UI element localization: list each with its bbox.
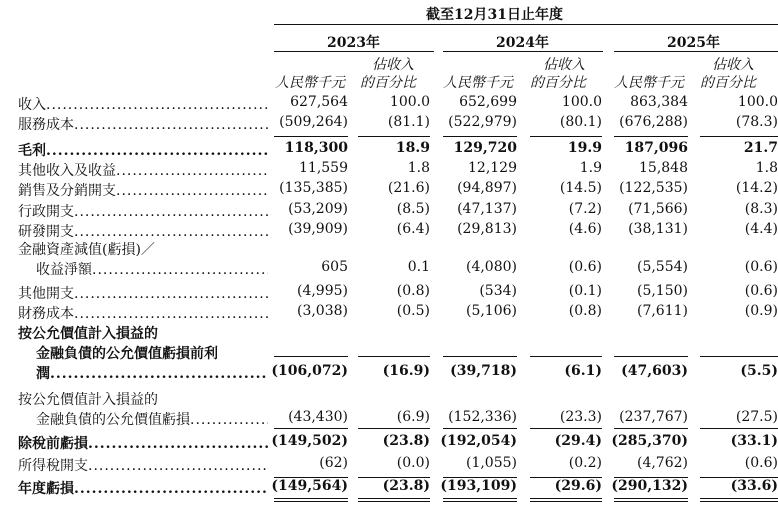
amount-cell: (39,909)	[288, 221, 348, 237]
amount-cell: (534)	[479, 283, 517, 299]
rule	[530, 428, 602, 429]
percent-cell: 18.9	[395, 140, 430, 156]
row-label-text: 毛利	[18, 143, 46, 159]
amount-cell: 129,720	[453, 140, 517, 156]
amount-cell: (149,502)	[271, 433, 348, 449]
rule	[700, 136, 778, 137]
amount-cell: (522,979)	[448, 114, 517, 130]
row-label	[18, 455, 268, 475]
amount-cell: 187,096	[624, 140, 688, 156]
rule	[530, 498, 602, 499]
row-label	[36, 409, 268, 429]
leader-dots	[116, 183, 268, 199]
row-label	[18, 201, 268, 221]
year-2024-underline	[443, 51, 603, 52]
rule	[443, 356, 517, 357]
row-label	[18, 140, 268, 160]
percent-cell: (0.9)	[744, 303, 778, 319]
row-label	[18, 303, 268, 323]
percent-cell: (23.8)	[382, 433, 430, 449]
row-label	[18, 433, 268, 453]
leader-dots	[74, 286, 268, 302]
percent-cell: (33.1)	[730, 433, 778, 449]
amount-cell: (5,150)	[636, 283, 688, 299]
amount-cell: 863,384	[630, 94, 688, 110]
rule	[700, 498, 778, 499]
rule	[614, 498, 688, 499]
row-label-text: 金融負債的公允價值虧損	[36, 412, 190, 428]
leader-dots	[74, 117, 268, 133]
amount-cell: 605	[321, 259, 348, 275]
rule	[443, 428, 517, 429]
percent-cell: (81.1)	[387, 114, 430, 130]
rule	[614, 428, 688, 429]
rule	[358, 501, 430, 502]
percent-cell: (23.3)	[559, 409, 602, 425]
row-label-text: 其他開支	[18, 286, 74, 302]
row-label-text: 銷售及分銷開支	[18, 183, 116, 199]
rule	[614, 501, 688, 502]
percent-cell: (0.6)	[744, 455, 778, 471]
percent-cell: (0.1)	[568, 283, 602, 299]
amount-cell: (122,535)	[619, 180, 688, 196]
rule	[530, 477, 602, 478]
leader-dots	[92, 262, 268, 278]
row-label-text: 收益淨額	[36, 262, 92, 278]
period-underline	[274, 24, 778, 25]
rule	[614, 356, 688, 357]
percent-cell: (0.6)	[744, 283, 778, 299]
row-label-text: 服務成本	[18, 117, 74, 133]
row-label	[18, 389, 268, 409]
amount-cell: 15,848	[639, 160, 688, 176]
amount-cell: (47,137)	[457, 201, 517, 217]
percent-cell: 1.8	[407, 160, 430, 176]
year-2025-underline	[614, 51, 778, 52]
rule	[358, 428, 430, 429]
rule	[274, 136, 348, 137]
amount-cell: (285,370)	[611, 433, 688, 449]
row-label	[36, 363, 268, 383]
percent-cell: (33.6)	[730, 478, 778, 494]
row-label	[36, 343, 268, 363]
amount-cell: (290,132)	[611, 478, 688, 494]
row-label-text: 金融負債的公允價值虧損前利	[36, 346, 218, 362]
pct-header-2023-l1: 佔收入	[372, 57, 414, 73]
amount-cell: (53,209)	[288, 201, 348, 217]
row-label	[18, 94, 268, 114]
percent-cell: (6.1)	[564, 363, 602, 379]
percent-cell: (5.5)	[740, 363, 778, 379]
pct-header-2024-l2: 的百分比	[530, 75, 586, 91]
pct-header-2024-l1: 佔收入	[543, 57, 585, 73]
row-label	[18, 283, 268, 303]
leader-dots	[190, 412, 268, 428]
row-label-text: 金融資產減值(虧損)／	[18, 242, 155, 258]
row-label-text: 收入	[18, 97, 46, 113]
percent-cell: 1.8	[755, 160, 778, 176]
amount-header-2025: 人民幣千元	[614, 75, 684, 91]
rule	[358, 356, 430, 357]
row-label-text: 除稅前虧損	[18, 436, 88, 452]
row-label	[18, 478, 268, 498]
rule	[358, 136, 430, 137]
amount-cell: (135,385)	[279, 180, 348, 196]
leader-dots	[46, 143, 268, 159]
row-label-text: 潤	[36, 366, 50, 382]
rule	[614, 477, 688, 478]
year-2024: 2024年	[496, 35, 549, 51]
rule	[614, 136, 688, 137]
leader-dots	[88, 436, 268, 452]
rule	[443, 136, 517, 137]
percent-cell: (23.8)	[382, 478, 430, 494]
rule	[700, 428, 778, 429]
row-label-text: 行政開支	[18, 204, 74, 220]
amount-cell: (1,055)	[465, 455, 517, 471]
percent-cell: (29.6)	[554, 478, 602, 494]
amount-cell: 652,699	[459, 94, 517, 110]
percent-cell: (0.8)	[568, 303, 602, 319]
leader-dots	[50, 366, 268, 382]
row-label	[18, 180, 268, 200]
amount-cell: (71,566)	[628, 201, 688, 217]
percent-cell: 1.9	[579, 160, 602, 176]
rule	[700, 501, 778, 502]
amount-cell: (3,038)	[296, 303, 348, 319]
amount-cell: 12,129	[468, 160, 517, 176]
row-label-text: 按公允價值計入損益的	[18, 326, 158, 342]
percent-cell: (78.3)	[735, 114, 778, 130]
rule	[274, 356, 348, 357]
pct-header-2023-l2: 的百分比	[360, 75, 416, 91]
amount-header-2023: 人民幣千元	[275, 75, 345, 91]
row-label-text: 研發開支	[18, 224, 74, 240]
row-label-text: 財務成本	[18, 306, 74, 322]
amount-cell: (39,718)	[450, 363, 517, 379]
percent-cell: (80.1)	[559, 114, 602, 130]
leader-dots	[74, 481, 268, 497]
row-label	[18, 221, 268, 241]
percent-cell: (0.8)	[396, 283, 430, 299]
row-label-text: 按公允價值計入損益的	[18, 392, 158, 408]
percent-cell: (8.3)	[744, 201, 778, 217]
rule	[358, 477, 430, 478]
percent-cell: (7.2)	[568, 201, 602, 217]
percent-cell: (14.5)	[559, 180, 602, 196]
percent-cell: 100.0	[389, 94, 430, 110]
percent-cell: (4.4)	[744, 221, 778, 237]
leader-dots	[88, 458, 268, 474]
rule	[274, 428, 348, 429]
amount-cell: (676,288)	[619, 114, 688, 130]
rule	[530, 356, 602, 357]
amount-cell: (4,995)	[296, 283, 348, 299]
amount-cell: (94,897)	[457, 180, 517, 196]
rule	[274, 477, 348, 478]
rule	[274, 498, 348, 499]
amount-cell: (47,603)	[621, 363, 688, 379]
percent-cell: (6.4)	[396, 221, 430, 237]
rule	[700, 477, 778, 478]
percent-cell: (8.5)	[396, 201, 430, 217]
pct-header-2025-l2: 的百分比	[700, 75, 756, 91]
amount-cell: (7,611)	[636, 303, 688, 319]
row-label-text: 其他收入及收益	[18, 163, 116, 179]
row-label	[18, 239, 268, 259]
leader-dots	[74, 204, 268, 220]
percent-cell: (14.2)	[735, 180, 778, 196]
rule	[443, 501, 517, 502]
year-2023-underline	[274, 51, 434, 52]
percent-cell: 21.7	[743, 140, 778, 156]
rule	[358, 498, 430, 499]
percent-cell: 100.0	[561, 94, 602, 110]
amount-cell: (193,109)	[440, 478, 517, 494]
percent-cell: (29.4)	[554, 433, 602, 449]
year-2025: 2025年	[667, 35, 720, 51]
amount-cell: (106,072)	[271, 363, 348, 379]
amount-cell: (62)	[319, 455, 348, 471]
percent-cell: (0.5)	[396, 303, 430, 319]
rule	[443, 498, 517, 499]
amount-cell: (43,430)	[288, 409, 348, 425]
row-label	[18, 323, 268, 343]
amount-cell: 118,300	[284, 140, 348, 156]
leader-dots	[116, 163, 268, 179]
year-2023: 2023年	[327, 35, 380, 51]
percent-cell: (16.9)	[382, 363, 430, 379]
percent-cell: (6.9)	[396, 409, 430, 425]
row-label	[36, 259, 268, 279]
rule	[700, 356, 778, 357]
row-label-text: 年度虧損	[18, 481, 74, 497]
amount-cell: (4,762)	[636, 455, 688, 471]
amount-cell: (237,767)	[619, 409, 688, 425]
amount-cell: (5,106)	[465, 303, 517, 319]
rule	[530, 136, 602, 137]
percent-cell: (21.6)	[387, 180, 430, 196]
pct-header-2025-l1: 佔收入	[712, 57, 754, 73]
row-label	[18, 160, 268, 180]
row-label	[18, 114, 268, 134]
rule	[443, 477, 517, 478]
percent-cell: 0.1	[407, 259, 430, 275]
percent-cell: (0.2)	[568, 455, 602, 471]
leader-dots	[74, 306, 268, 322]
amount-cell: (192,054)	[440, 433, 517, 449]
amount-header-2024: 人民幣千元	[443, 75, 513, 91]
rule	[530, 501, 602, 502]
amount-cell: (5,554)	[636, 259, 688, 275]
amount-cell: (4,080)	[465, 259, 517, 275]
percent-cell: (27.5)	[735, 409, 778, 425]
percent-cell: 19.9	[567, 140, 602, 156]
period-header: 截至12月31日止年度	[426, 7, 563, 23]
amount-cell: (509,264)	[279, 114, 348, 130]
amount-cell: 11,559	[299, 160, 348, 176]
percent-cell: (0.6)	[568, 259, 602, 275]
amount-cell: (29,813)	[457, 221, 517, 237]
row-label-text: 所得稅開支	[18, 458, 88, 474]
leader-dots	[74, 224, 268, 240]
percent-cell: (0.6)	[744, 259, 778, 275]
percent-cell: (4.6)	[568, 221, 602, 237]
amount-cell: (152,336)	[448, 409, 517, 425]
amount-cell: (149,564)	[271, 478, 348, 494]
percent-cell: (0.0)	[396, 455, 430, 471]
leader-dots	[46, 97, 268, 113]
rule	[274, 501, 348, 502]
amount-cell: 627,564	[290, 94, 348, 110]
percent-cell: 100.0	[737, 94, 778, 110]
amount-cell: (38,131)	[628, 221, 688, 237]
